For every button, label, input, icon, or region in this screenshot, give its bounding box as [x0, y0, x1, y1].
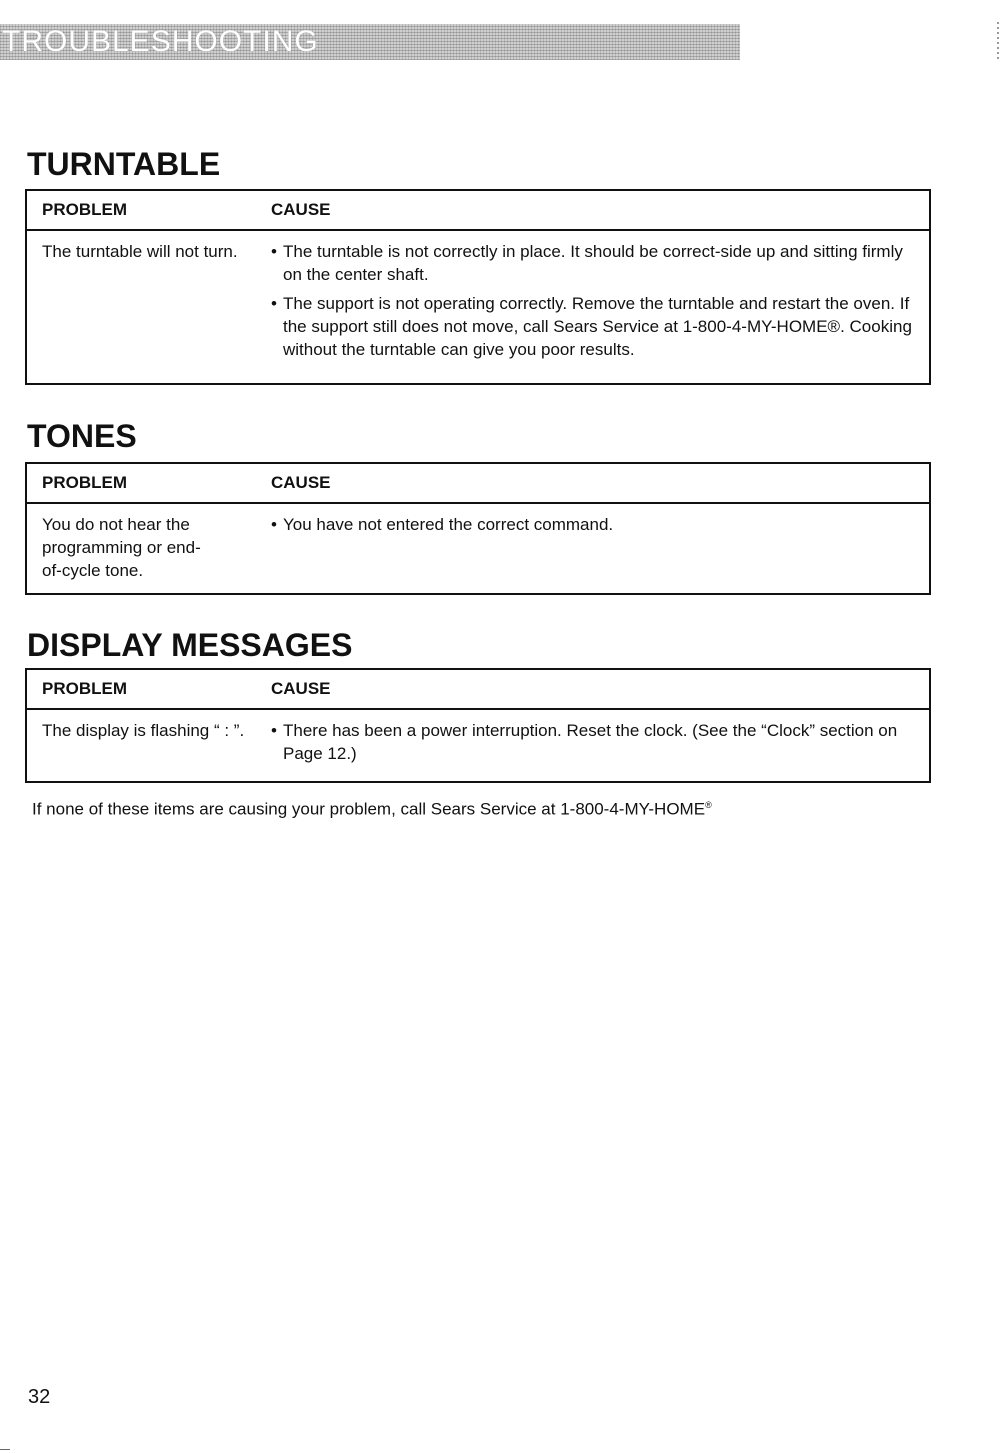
footer-note: [32, 794, 712, 821]
table-row: [27, 710, 929, 771]
table-row: [27, 504, 929, 582]
registered-mark: ®: [705, 800, 712, 810]
bullet: •: [271, 242, 277, 261]
header-banner: [0, 24, 740, 60]
bullet: •: [271, 515, 277, 534]
cause-text: The turntable is not correctly in place. It should be correct-side up and sitting firmly on the center shaft.: [283, 242, 903, 284]
turntable-table: [25, 189, 931, 385]
footer-note-text: If none of these items are causing your problem, call Sears Service at 1-800-4-MY-HOME: [32, 799, 706, 819]
cause-list: [257, 513, 929, 582]
bottom-mark: [0, 1449, 10, 1450]
cause-column-header: CAUSE: [271, 679, 331, 698]
cause-list: [257, 719, 929, 771]
section-title-display-messages: DISPLAY MESSAGES: [27, 627, 353, 663]
cause-text: The support is not operating correctly. Remove the turntable and restart the oven. If the support still does not move, call Sears Service at 1-800-4-MY-HOME®. Cooking without the turntable can give you poor results.: [283, 294, 912, 359]
page-number: 32: [28, 1386, 51, 1408]
problem-text: The display is flashing “ : ”.: [42, 721, 245, 740]
problem-column-header: PROBLEM: [42, 200, 127, 219]
cause-item: [271, 240, 913, 286]
problem-column-header: PROBLEM: [42, 679, 127, 698]
problem-text: You do not hear the programming or end-of-cycle tone.: [42, 515, 201, 580]
cause-item: [271, 292, 913, 361]
table-row: [27, 231, 929, 367]
cause-text: There has been a power interruption. Reset the clock. (See the “Clock” section on Page 12.): [283, 721, 898, 763]
cause-column-header: CAUSE: [271, 473, 331, 492]
cause-column-header: CAUSE: [271, 200, 331, 219]
bullet: •: [271, 721, 277, 740]
section-title-turntable: TURNTABLE: [27, 146, 221, 182]
table-header-row: [27, 464, 929, 504]
display-messages-table: [25, 668, 931, 783]
edge-mark: [997, 22, 999, 62]
table-header-row: [27, 191, 929, 231]
cause-item: [271, 719, 913, 765]
bullet: •: [271, 294, 277, 313]
table-header-row: [27, 670, 929, 710]
header-title: TROUBLESHOOTING: [2, 25, 319, 58]
cause-item: [271, 513, 913, 536]
cause-list: [257, 240, 929, 367]
cause-text: You have not entered the correct command.: [283, 515, 614, 534]
problem-column-header: PROBLEM: [42, 473, 127, 492]
section-title-tones: TONES: [27, 418, 137, 454]
tones-table: [25, 462, 931, 595]
problem-text: The turntable will not turn.: [42, 242, 238, 261]
